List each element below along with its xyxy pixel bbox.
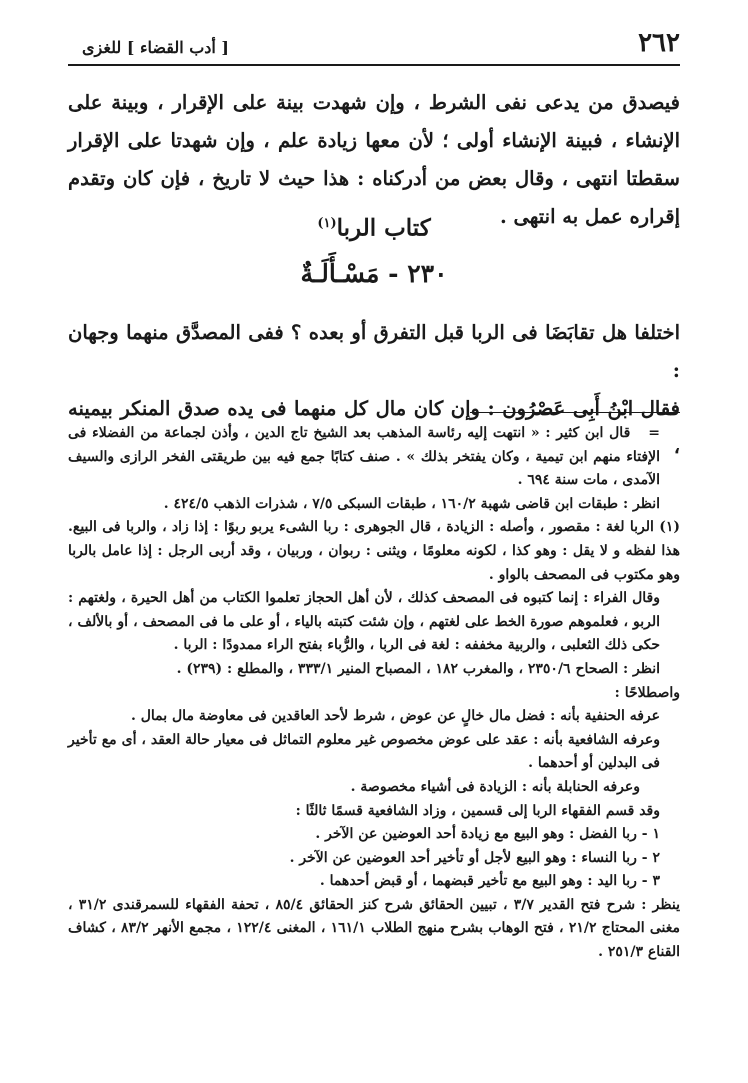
issue-line-2: فقال ابْنُ أَبِى عَصْرُون : وإن كان مال كل منهما فى يده صدق المنكر بيمينه ، xyxy=(68,397,680,458)
footnote-type-1: ١ - ربا الفضل : وهو البيع مع زيادة أحد العوضين عن الآخر . xyxy=(315,826,660,843)
footnote-refs-1: انظر : طبقات ابن قاضى شهبة ١٦٠/٢ ، طبقات السبكى ٧/٥ ، شذرات الذهب ٤٢٤/٥ . xyxy=(163,495,660,512)
header-rule xyxy=(68,64,680,66)
footnote-rule xyxy=(470,412,680,413)
footnote-1: (١) الربا لغة : مقصور ، وأصله : الزيادة ، قال الجوهرى : ربا الشىء يربو ربوًا : إذا زاد ، والربا فى البيع. هذا لفظه و لا يقل : وهو كذا ، لكونه معلومًا ، ويثنى : ربوان ، وربيان ، وقد أربى الرجل : إذا عامل بالربا وهو مكتوب فى المصحف بالواو . xyxy=(68,519,680,583)
continuation-mark: = xyxy=(648,425,660,441)
footnotes xyxy=(68,422,680,965)
issue-title: ٢٣٠ - مَسْـأَلَـةٌ xyxy=(300,259,448,288)
footnote-hanbali: وعرفه الحنابلة بأنه : الزيادة فى أشياء مخصوصة . xyxy=(350,778,640,795)
footnote-refs-2: انظر : الصحاح ٢٣٥٠/٦ ، والمغرب ١٨٢ ، المصباح المنير ٣٣٣/١ ، والمطلع : (٢٣٩) . xyxy=(176,660,660,677)
footnote-istilah: واصطلاحًا : xyxy=(614,684,680,701)
footnote-continuation xyxy=(68,422,680,493)
running-head xyxy=(68,26,680,56)
footnote-continuation-text: قال ابن كثير : « انتهت إليه رئاسة المذهب بعد الشيخ تاج الدين ، وأذن لجماعة من الفضلاء فى الإفتاء منهم ابن تيمية ، وكان يفتخر بذلك » . صنف كتابًا جمع فيه بين طريقتى الفخر الرازى والسيف الآمدى ، مات سنة ٦٩٤ . xyxy=(68,425,660,489)
footnote-hanafi: عرفه الحنفية بأنه : فضل مال خالٍ عن عوض ، شرط لأحد العاقدين فى معاوضة مال بمال . xyxy=(130,708,660,725)
page-number: ٢٦٢ xyxy=(638,28,680,58)
running-title: [ أدب القضاء ] للغزى xyxy=(82,38,229,57)
book-title-text: كتاب الربا xyxy=(336,214,431,242)
footnote-type-2: ٢ - ربا النساء : وهو البيع لأجل أو تأخير أحد العوضين عن الآخر . xyxy=(289,849,660,866)
footnote-type-3: ٣ - ربا اليد : وهو البيع مع تأخير قبضهما ، أو قبض أحدهما . xyxy=(319,873,660,890)
footnote-farra: وقال الفراء : إنما كتبوه فى المصحف كذلك ، لأن أهل الحجاز تعلموا الكتاب من أهل الحيرة ، ولغتهم : الربو ، فعلموهم صورة الخط على لغتهم ، وإن شئت كتبته بالياء ، أو على ما فى المصحف ، أو بالألف ، حكى ذلك الثعلبى ، والربية مخففه : لغة فى الربا ، والرُّباء بفتح الراء ممدودًا : الربا . xyxy=(68,590,660,654)
book-title xyxy=(68,204,680,249)
footnote-division: وقد قسم الفقهاء الربا إلى قسمين ، وزاد الشافعية قسمًا ثالثًا : xyxy=(295,802,660,819)
main-paragraph: فيصدق من يدعى نفى الشرط ، وإن شهدت بينة على الإقرار ، وبينة على الإنشاء ، فبينة الإنشاء أولى ؛ لأن معها زيادة علم ، وإن شهدتا على الإقرار سقطتا انتهى ، وقال بعض من أدركناه : هذا حيث لا تاريخ ، فإن كان وتقدم إقراره عمل به انتهى . xyxy=(68,91,680,228)
book-title-note-ref: (١) xyxy=(317,216,337,231)
footnote-refs-3: ينظر : شرح فتح القدير ٣/٧ ، تبيين الحقائق شرح كنز الحقائق ٨٥/٤ ، تحفة الفقهاء للسمرقندى ٣١/٢ ، مغنى المحتاج ٢١/٢ ، فتح الوهاب بشرح منهج الطلاب ١٦١/١ ، المغنى ١٢٢/٤ ، مجمع الأنهر ٨٣/٢ ، كشاف القناع ٢٥١/٣ . xyxy=(68,896,681,961)
footnote-shafii: وعرفه الشافعية بأنه : عقد على عوض مخصوص غير معلوم التماثل فى معيار حالة العقد ، أى مع تأخير فى البدلين أو أحدهما . xyxy=(68,731,660,772)
issue-line-1: اختلفا هل تقابَضَا فى الربا قبل التفرق أو بعده ؟ ففى المصدَّق منهما وجهان : xyxy=(68,321,680,382)
